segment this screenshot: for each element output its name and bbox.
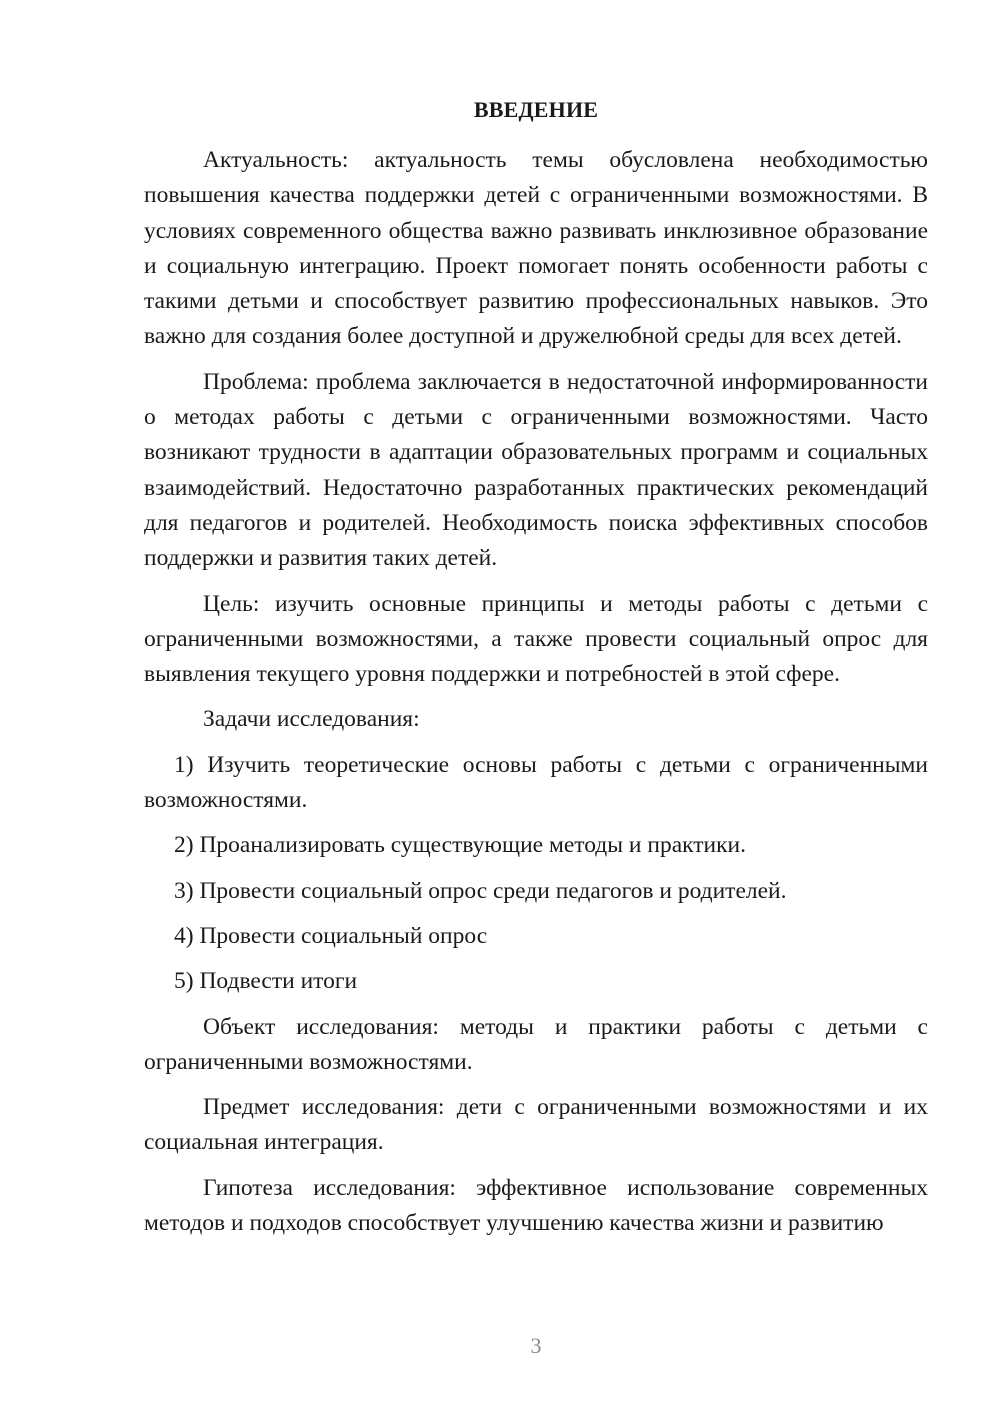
problem-paragraph: Проблема: проблема заключается в недостаточной информированности о методах работы с детьми с ограниченными возможностями. Часто возникают трудности в адаптации образовательных программ и социальных взаимодействий. Недостаточно разработанных практических рекомендаций для педагогов и родителей. Необходимость поиска эффективных способов поддержки и развития таких детей.: [144, 368, 928, 572]
goal-paragraph: Цель: изучить основные принципы и методы работы с детьми с ограниченными возможностями, а также провести социальный опрос для выявления текущего уровня поддержки и потребностей в этой сфере.: [144, 590, 928, 688]
task-item: 4) Провести социальный опрос: [174, 922, 488, 949]
page-number: 3: [530, 1333, 542, 1358]
relevance-paragraph: Актуальность: актуальность темы обусловлена необходимостью повышения качества поддержки детей с ограниченными возможностями. В условиях современного общества важно развивать инклюзивное образование и социальную интеграцию. Проект помогает понять особенности работы с такими детьми и способствует развитию профессиональных навыков. Это важно для создания более доступной и дружелюбной среды для всех детей.: [144, 147, 928, 350]
task-item: 2) Проанализировать существующие методы и практики.: [174, 832, 746, 859]
object-paragraph: Объект исследования: методы и практики работы с детьми с ограниченными возможностями.: [144, 1013, 928, 1075]
task-item: 1) Изучить теоретические основы работы с детьми с ограниченными возможностями.: [144, 751, 928, 814]
task-item: 3) Провести социальный опрос среди педагогов и родителей.: [174, 877, 787, 904]
document-body: [144, 143, 928, 1251]
subject-paragraph: Предмет исследования: дети с ограниченными возможностями и их социальная интеграция.: [144, 1094, 928, 1156]
tasks-heading: Задачи исследования:: [203, 706, 420, 733]
task-item: 5) Подвести итоги: [174, 968, 358, 995]
section-title: ВВЕДЕНИЕ: [473, 97, 599, 122]
hypothesis-paragraph: Гипотеза исследования: эффективное использование современных методов и подходов способствует улучшению качества жизни и развитию: [144, 1174, 928, 1237]
